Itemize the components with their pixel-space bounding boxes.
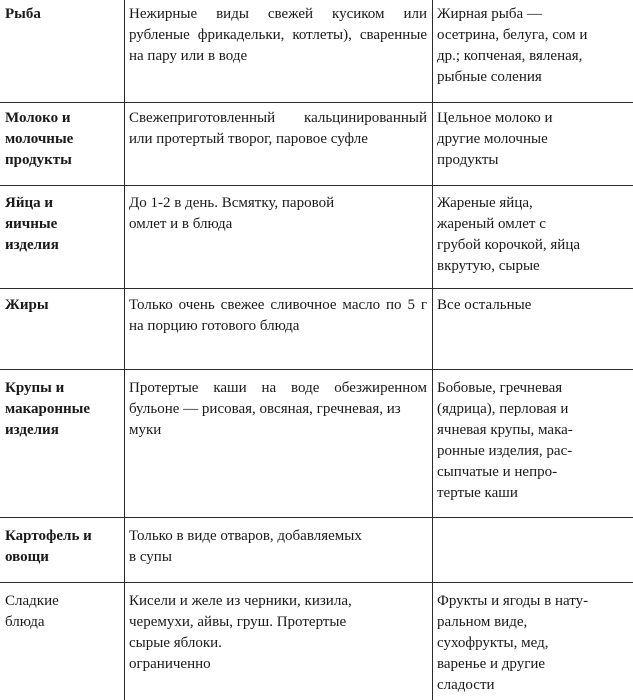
table-row-forbidden: Цельное молоко и другие молочные продукты	[437, 110, 553, 168]
table-row-allowed: Только в виде отваров, добавляемых в супы	[129, 528, 362, 565]
table-row-category: Крупы и макаронные изделия	[5, 380, 91, 438]
table-row-category: Жиры	[5, 297, 49, 313]
table-row-category: Рыба	[5, 6, 41, 22]
table-row-forbidden: Фрукты и ягоды в нату- ральном виде, сухофрукты, мед, варенье и другие сладости	[437, 593, 589, 693]
column-divider	[432, 0, 433, 700]
table-row-category: Картофель и овощи	[5, 528, 92, 565]
table-row-forbidden: Жареные яйца, жареный омлет с грубой корочкой, яйца вкрутую, сырые	[437, 195, 581, 274]
table-row-allowed: До 1-2 в день. Всмятку, паровой омлет и в блюда	[129, 195, 335, 232]
table-row-category: Сладкие блюда	[5, 593, 59, 630]
row-divider	[0, 185, 633, 186]
table-row-allowed: Нежирные виды свежей кусиком или рубленые фрикадельки, котлеты), сваренные на пару или в воде	[129, 6, 427, 64]
column-divider	[124, 0, 125, 700]
table-row-allowed: Свежеприготовленный кальцинированный или протертый творог, паровое суфле	[129, 110, 427, 147]
table-row-forbidden: Все остальные	[437, 297, 532, 313]
row-divider	[0, 369, 633, 370]
table-row-allowed: Протертые каши на воде обезжиренном бульоне — рисовая, овсяная, гречневая, из муки	[129, 380, 427, 438]
table-row-allowed: Только очень свежее сливочное масло по 5 г на порцию готового блюда	[129, 297, 427, 334]
row-divider	[0, 102, 633, 103]
row-divider	[0, 288, 633, 289]
table-row-forbidden: Бобовые, гречневая (ядрица), перловая и ячневая крупы, мака- ронные изделия, рас- сыпчатые и непро- тертые каши	[437, 380, 573, 501]
table-row-category: Яйца и яичные изделия	[5, 195, 59, 253]
table-row-allowed: Кисели и желе из черники, кизила, черемухи, айвы, груш. Протертые сырые яблоки. ограниченно	[129, 593, 352, 672]
row-divider	[0, 582, 633, 583]
row-divider	[0, 517, 633, 518]
table-row-forbidden: Жирная рыба — осетрина, белуга, сом и др.; копченая, вяленая, рыбные соления	[437, 6, 588, 85]
table-row-category: Молоко и молочные продукты	[5, 110, 74, 168]
